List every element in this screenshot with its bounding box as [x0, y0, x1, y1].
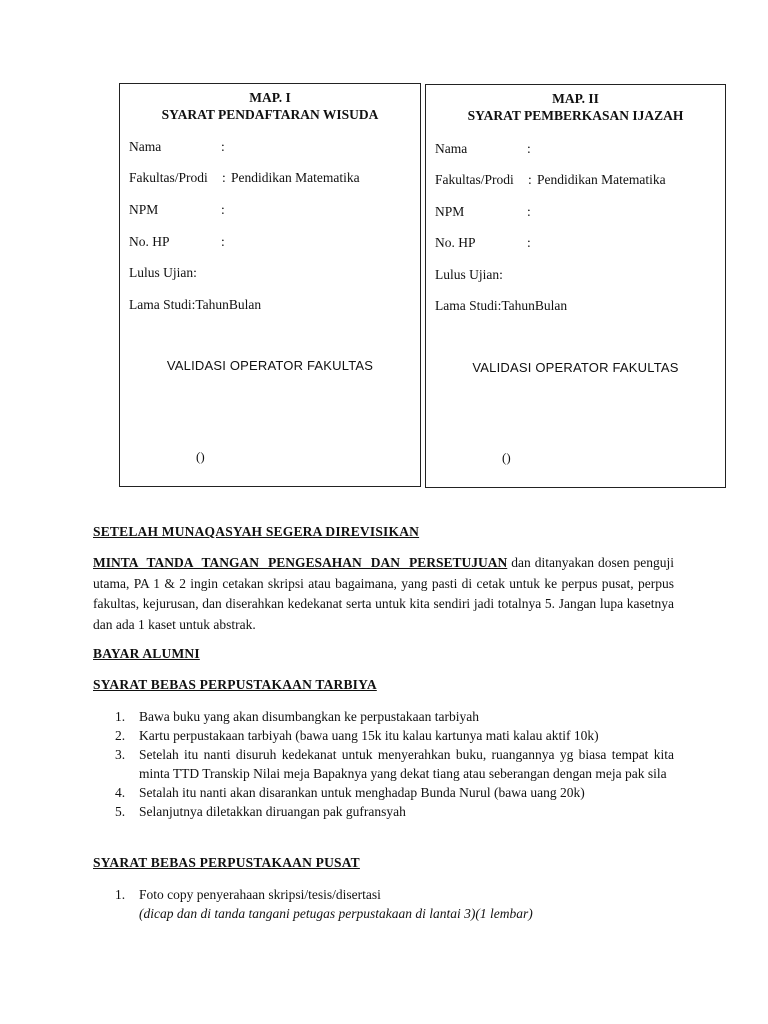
- pusat-requirements-list: [93, 885, 674, 923]
- map-2-field-npm: [435, 204, 531, 220]
- list-item-text: Selanjutnya diletakkan diruangan pak gufransyah: [139, 804, 406, 819]
- list-item-text: Kartu perpustakaan tarbiyah (bawa uang 15k itu kalau kartunya mati kalau aktif 10k): [139, 728, 599, 743]
- map-2-validation: VALIDASI OPERATOR FAKULTAS: [472, 360, 679, 375]
- map-1-header: [120, 89, 420, 123]
- map-2-subtitle: SYARAT PEMBERKASAN IJAZAH: [467, 108, 684, 123]
- field-colon: :: [221, 234, 225, 249]
- field-label: Fakultas/Prodi: [129, 170, 208, 185]
- map-1-subtitle: SYARAT PENDAFTARAN WISUDA: [161, 107, 379, 122]
- paragraph-lead: MINTA TANDA TANGAN PENGESAHAN DAN PERSETUJUAN: [93, 555, 508, 570]
- field-label: Nama: [435, 141, 468, 156]
- map-2-title: MAP. II: [552, 91, 599, 106]
- field-label: Lama Studi:TahunBulan: [435, 298, 568, 313]
- map-2-field-fakultas: [435, 172, 666, 188]
- map-1-signature: (): [196, 449, 205, 464]
- heading-pusat: SYARAT BEBAS PERPUSTAKAAN PUSAT: [93, 855, 360, 870]
- field-colon: :: [221, 202, 225, 217]
- map-1-title: MAP. I: [249, 90, 291, 105]
- field-colon: :: [222, 170, 226, 185]
- paragraph-revisi: [93, 553, 674, 635]
- field-colon: :: [527, 204, 531, 219]
- heading-revisi: SETELAH MUNAQASYAH SEGERA DIREVISIKAN: [93, 524, 420, 539]
- map-2-field-hp: [435, 235, 531, 251]
- list-item: [93, 802, 674, 821]
- list-item-number: 2.: [115, 728, 126, 743]
- list-item-number: 4.: [115, 785, 126, 800]
- field-colon: :: [527, 235, 531, 250]
- list-item-note: (dicap dan di tanda tangani petugas perpustakaan di lantai 3)(1 lembar): [139, 906, 533, 921]
- field-label: Lulus Ujian:: [129, 265, 197, 280]
- field-colon: :: [528, 172, 532, 187]
- map-1-field-npm: [129, 202, 225, 218]
- list-item: [93, 783, 674, 802]
- list-item: [93, 885, 674, 923]
- field-value: Pendidikan Matematika: [231, 170, 360, 185]
- list-item: [93, 745, 674, 783]
- map-1-field-fakultas: [129, 170, 360, 186]
- field-value: Pendidikan Matematika: [537, 172, 666, 187]
- field-colon: :: [221, 139, 225, 154]
- heading-tarbiya: SYARAT BEBAS PERPUSTAKAAN TARBIYA: [93, 677, 377, 692]
- map-2-header: [426, 90, 725, 124]
- map-2-box: [425, 84, 726, 488]
- list-item-number: 1.: [115, 709, 126, 724]
- map-2-field-lama-studi: [435, 298, 567, 314]
- field-colon: :: [527, 141, 531, 156]
- list-item: [93, 726, 674, 745]
- map-1-field-lulus: [129, 265, 197, 281]
- map-1-validation: VALIDASI OPERATOR FAKULTAS: [166, 358, 374, 373]
- list-item-number: 5.: [115, 804, 126, 819]
- list-item-text: Bawa buku yang akan disumbangkan ke perpustakaan tarbiyah: [139, 709, 480, 724]
- heading-alumni: BAYAR ALUMNI: [93, 646, 200, 661]
- field-label: Fakultas/Prodi: [435, 172, 514, 187]
- map-1-field-lama-studi: [129, 297, 261, 313]
- list-item-number: 1.: [115, 887, 126, 902]
- list-item-text: Foto copy penyerahaan skripsi/tesis/disertasi: [139, 887, 381, 902]
- field-label: No. HP: [435, 235, 476, 250]
- field-label: Nama: [129, 139, 162, 154]
- tarbiya-requirements-list: [93, 707, 674, 821]
- map-2-signature: (): [502, 450, 511, 465]
- field-label: Lulus Ujian:: [435, 267, 503, 282]
- field-label: Lama Studi:TahunBulan: [129, 297, 262, 312]
- map-2-field-lulus: [435, 267, 503, 283]
- field-label: NPM: [129, 202, 159, 217]
- map-2-field-nama: [435, 141, 531, 157]
- list-item: [93, 707, 674, 726]
- field-label: NPM: [435, 204, 465, 219]
- map-1-field-hp: [129, 234, 225, 250]
- list-item-number: 3.: [115, 747, 126, 762]
- list-item-text: Setalah itu nanti akan disarankan untuk menghadap Bunda Nurul (bawa uang 20k): [139, 785, 585, 800]
- map-1-field-nama: [129, 139, 225, 155]
- paragraph-body: dan ditanyakan dosen penguji utama, PA 1 & 2 ingin cetakan skripsi atau bagaimana, yang pasti di cetak untuk ke perpus pusat, perpus fakultas, kejurusan, dan diserahkan kedekanat serta untuk kita sendiri jadi totalnya 5. Jangan lupa kasetnya dan ada 1 kaset untuk abstrak.: [93, 555, 674, 632]
- field-label: No. HP: [129, 234, 170, 249]
- map-1-box: [119, 83, 421, 487]
- list-item-text: Setelah itu nanti disuruh kedekanat untuk menyerahkan buku, ruangannya yg biasa tempat kita minta TTD Transkip Nilai meja Bapaknya yang dekat tiang atau seberangan dengan meja pak sila: [139, 747, 674, 781]
